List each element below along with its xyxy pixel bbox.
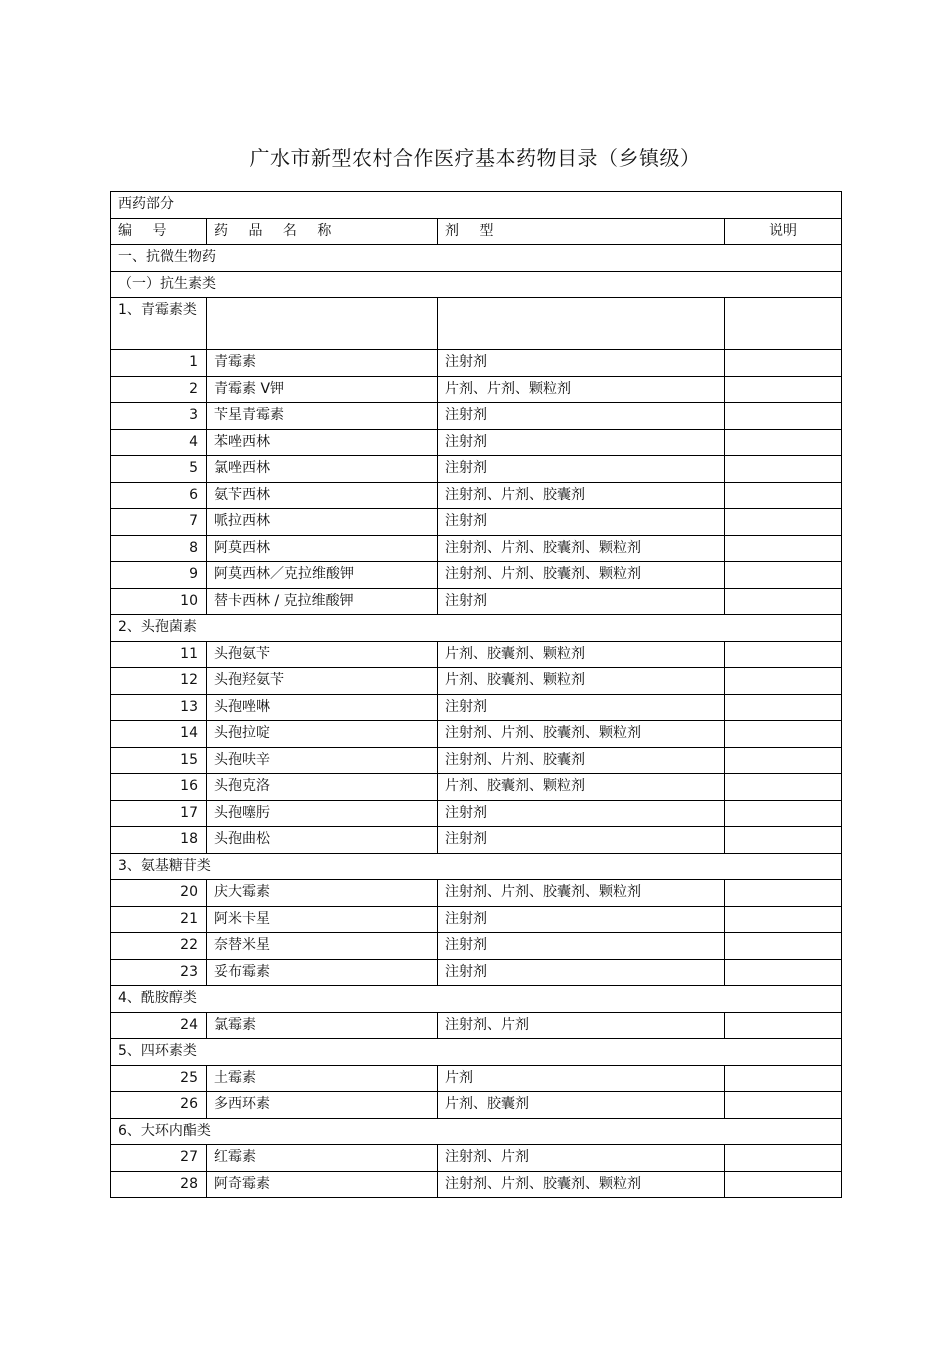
drug-note: [725, 1012, 842, 1039]
drug-row: [111, 376, 842, 403]
group-row: [111, 986, 842, 1013]
category-label: 一、抗微生物药: [111, 245, 842, 272]
drug-number: 4: [111, 429, 207, 456]
drug-note: [725, 668, 842, 695]
drug-row: [111, 959, 842, 986]
drug-number: 5: [111, 456, 207, 483]
drug-row: [111, 456, 842, 483]
header-name: 药 品 名 称: [207, 218, 438, 245]
drug-name: 头孢噻肟: [207, 800, 438, 827]
drug-number: 15: [111, 747, 207, 774]
drug-note: [725, 880, 842, 907]
drug-row: [111, 429, 842, 456]
drug-row: [111, 933, 842, 960]
drug-note: [725, 1092, 842, 1119]
drug-number: 17: [111, 800, 207, 827]
group-row: [111, 1039, 842, 1066]
drug-number: 20: [111, 880, 207, 907]
drug-number: 16: [111, 774, 207, 801]
header-no: 编 号: [111, 218, 207, 245]
header-note: 说明: [725, 218, 842, 245]
drug-number: 25: [111, 1065, 207, 1092]
drug-name: 阿莫西林／克拉维酸钾: [207, 562, 438, 589]
drug-form: 注射剂、片剂、胶囊剂: [438, 482, 725, 509]
drug-row: [111, 800, 842, 827]
drug-name: 头孢呋辛: [207, 747, 438, 774]
subcategory-label: （一）抗生素类: [111, 271, 842, 298]
drug-note: [725, 694, 842, 721]
drug-number: 18: [111, 827, 207, 854]
drug-form: 片剂、胶囊剂、颗粒剂: [438, 641, 725, 668]
drug-note: [725, 747, 842, 774]
drug-note: [725, 1065, 842, 1092]
drug-form: 注射剂: [438, 403, 725, 430]
drug-name: 头孢拉啶: [207, 721, 438, 748]
drug-name: 阿莫西林: [207, 535, 438, 562]
drug-name: 红霉素: [207, 1145, 438, 1172]
drug-note: [725, 800, 842, 827]
subcategory-row: [111, 271, 842, 298]
empty-cell: [725, 298, 842, 350]
section-label: 西药部分: [111, 192, 842, 219]
drug-row: [111, 482, 842, 509]
drug-row: [111, 562, 842, 589]
drug-name: 阿奇霉素: [207, 1171, 438, 1198]
drug-name: 庆大霉素: [207, 880, 438, 907]
drug-form: 片剂、胶囊剂、颗粒剂: [438, 668, 725, 695]
drug-form: 注射剂: [438, 429, 725, 456]
drug-form: 注射剂: [438, 588, 725, 615]
header-form: 剂 型: [438, 218, 725, 245]
drug-row: [111, 350, 842, 377]
drug-row: [111, 668, 842, 695]
drug-form: 注射剂、片剂: [438, 1145, 725, 1172]
drug-form: 注射剂、片剂、胶囊剂、颗粒剂: [438, 1171, 725, 1198]
drug-name: 阿米卡星: [207, 906, 438, 933]
drug-note: [725, 482, 842, 509]
drug-name: 头孢唑啉: [207, 694, 438, 721]
group-label: 5、四环素类: [111, 1039, 842, 1066]
category-row: [111, 245, 842, 272]
drug-row: [111, 774, 842, 801]
drug-number: 10: [111, 588, 207, 615]
drug-number: 13: [111, 694, 207, 721]
drug-form: 片剂、片剂、颗粒剂: [438, 376, 725, 403]
drug-name: 多西环素: [207, 1092, 438, 1119]
drug-form: 注射剂: [438, 933, 725, 960]
drug-number: 3: [111, 403, 207, 430]
drug-note: [725, 1171, 842, 1198]
drug-name: 苯唑西林: [207, 429, 438, 456]
drug-row: [111, 1092, 842, 1119]
drug-number: 27: [111, 1145, 207, 1172]
drug-note: [725, 827, 842, 854]
drug-number: 11: [111, 641, 207, 668]
drug-form: 注射剂、片剂、胶囊剂、颗粒剂: [438, 535, 725, 562]
group-label: 4、酰胺醇类: [111, 986, 842, 1013]
drug-number: 28: [111, 1171, 207, 1198]
drug-form: 注射剂、片剂、胶囊剂、颗粒剂: [438, 721, 725, 748]
drug-form: 片剂、胶囊剂、颗粒剂: [438, 774, 725, 801]
drug-note: [725, 376, 842, 403]
drug-row: [111, 535, 842, 562]
drug-form: 片剂、胶囊剂: [438, 1092, 725, 1119]
drug-name: 头孢羟氨苄: [207, 668, 438, 695]
drug-form: 注射剂: [438, 509, 725, 536]
drug-row: [111, 721, 842, 748]
drug-number: 21: [111, 906, 207, 933]
section-row: [111, 192, 842, 219]
drug-note: [725, 641, 842, 668]
drug-note: [725, 562, 842, 589]
drug-number: 7: [111, 509, 207, 536]
drug-name: 青霉素: [207, 350, 438, 377]
page-title: 广水市新型农村合作医疗基本药物目录（乡镇级）: [249, 146, 701, 170]
drug-number: 9: [111, 562, 207, 589]
drug-form: 注射剂: [438, 827, 725, 854]
drug-note: [725, 509, 842, 536]
drug-name: 头孢克洛: [207, 774, 438, 801]
drug-name: 头孢氨苄: [207, 641, 438, 668]
drug-name: 妥布霉素: [207, 959, 438, 986]
group-row: [111, 615, 842, 642]
drug-form: 注射剂: [438, 906, 725, 933]
drug-note: [725, 456, 842, 483]
group-row: [111, 1118, 842, 1145]
drug-number: 24: [111, 1012, 207, 1039]
drug-form: 注射剂: [438, 694, 725, 721]
group-label: 2、头孢菌素: [111, 615, 842, 642]
drug-name: 氯唑西林: [207, 456, 438, 483]
drug-row: [111, 747, 842, 774]
group-label: 3、氨基糖苷类: [111, 853, 842, 880]
drug-row: [111, 641, 842, 668]
drug-number: 2: [111, 376, 207, 403]
drug-form: 注射剂: [438, 959, 725, 986]
drug-name: 替卡西林 / 克拉维酸钾: [207, 588, 438, 615]
drug-note: [725, 350, 842, 377]
group-row: [111, 853, 842, 880]
drug-row: [111, 880, 842, 907]
group-label: 1、青霉素类: [111, 298, 207, 350]
drug-note: [725, 535, 842, 562]
drug-note: [725, 906, 842, 933]
drug-name: 青霉素 V钾: [207, 376, 438, 403]
drug-number: 1: [111, 350, 207, 377]
drug-form: 注射剂、片剂、胶囊剂、颗粒剂: [438, 880, 725, 907]
group-label: 6、大环内酯类: [111, 1118, 842, 1145]
drug-number: 14: [111, 721, 207, 748]
drug-row: [111, 906, 842, 933]
drug-note: [725, 1145, 842, 1172]
drug-form: 注射剂: [438, 350, 725, 377]
group-row: [111, 298, 842, 350]
drug-form: 注射剂、片剂: [438, 1012, 725, 1039]
drug-name: 哌拉西林: [207, 509, 438, 536]
drug-row: [111, 403, 842, 430]
header-row: [111, 218, 842, 245]
drug-row: [111, 694, 842, 721]
drug-row: [111, 509, 842, 536]
drug-row: [111, 1065, 842, 1092]
empty-cell: [438, 298, 725, 350]
drug-note: [725, 588, 842, 615]
drug-note: [725, 403, 842, 430]
drug-row: [111, 827, 842, 854]
empty-cell: [207, 298, 438, 350]
drug-note: [725, 721, 842, 748]
drug-form: 片剂: [438, 1065, 725, 1092]
drug-note: [725, 429, 842, 456]
drug-note: [725, 933, 842, 960]
drug-number: 12: [111, 668, 207, 695]
drug-number: 8: [111, 535, 207, 562]
drug-number: 23: [111, 959, 207, 986]
drug-number: 22: [111, 933, 207, 960]
drug-form: 注射剂、片剂、胶囊剂: [438, 747, 725, 774]
drug-form: 注射剂、片剂、胶囊剂、颗粒剂: [438, 562, 725, 589]
drug-note: [725, 959, 842, 986]
drug-name: 头孢曲松: [207, 827, 438, 854]
drug-row: [111, 588, 842, 615]
drug-number: 6: [111, 482, 207, 509]
drug-name: 土霉素: [207, 1065, 438, 1092]
drug-row: [111, 1171, 842, 1198]
drug-name: 苄星青霉素: [207, 403, 438, 430]
drug-row: [111, 1145, 842, 1172]
drug-row: [111, 1012, 842, 1039]
drug-table: [110, 191, 842, 1198]
drug-form: 注射剂: [438, 456, 725, 483]
drug-name: 奈替米星: [207, 933, 438, 960]
drug-name: 氯霉素: [207, 1012, 438, 1039]
drug-note: [725, 774, 842, 801]
drug-form: 注射剂: [438, 800, 725, 827]
drug-number: 26: [111, 1092, 207, 1119]
drug-name: 氨苄西林: [207, 482, 438, 509]
